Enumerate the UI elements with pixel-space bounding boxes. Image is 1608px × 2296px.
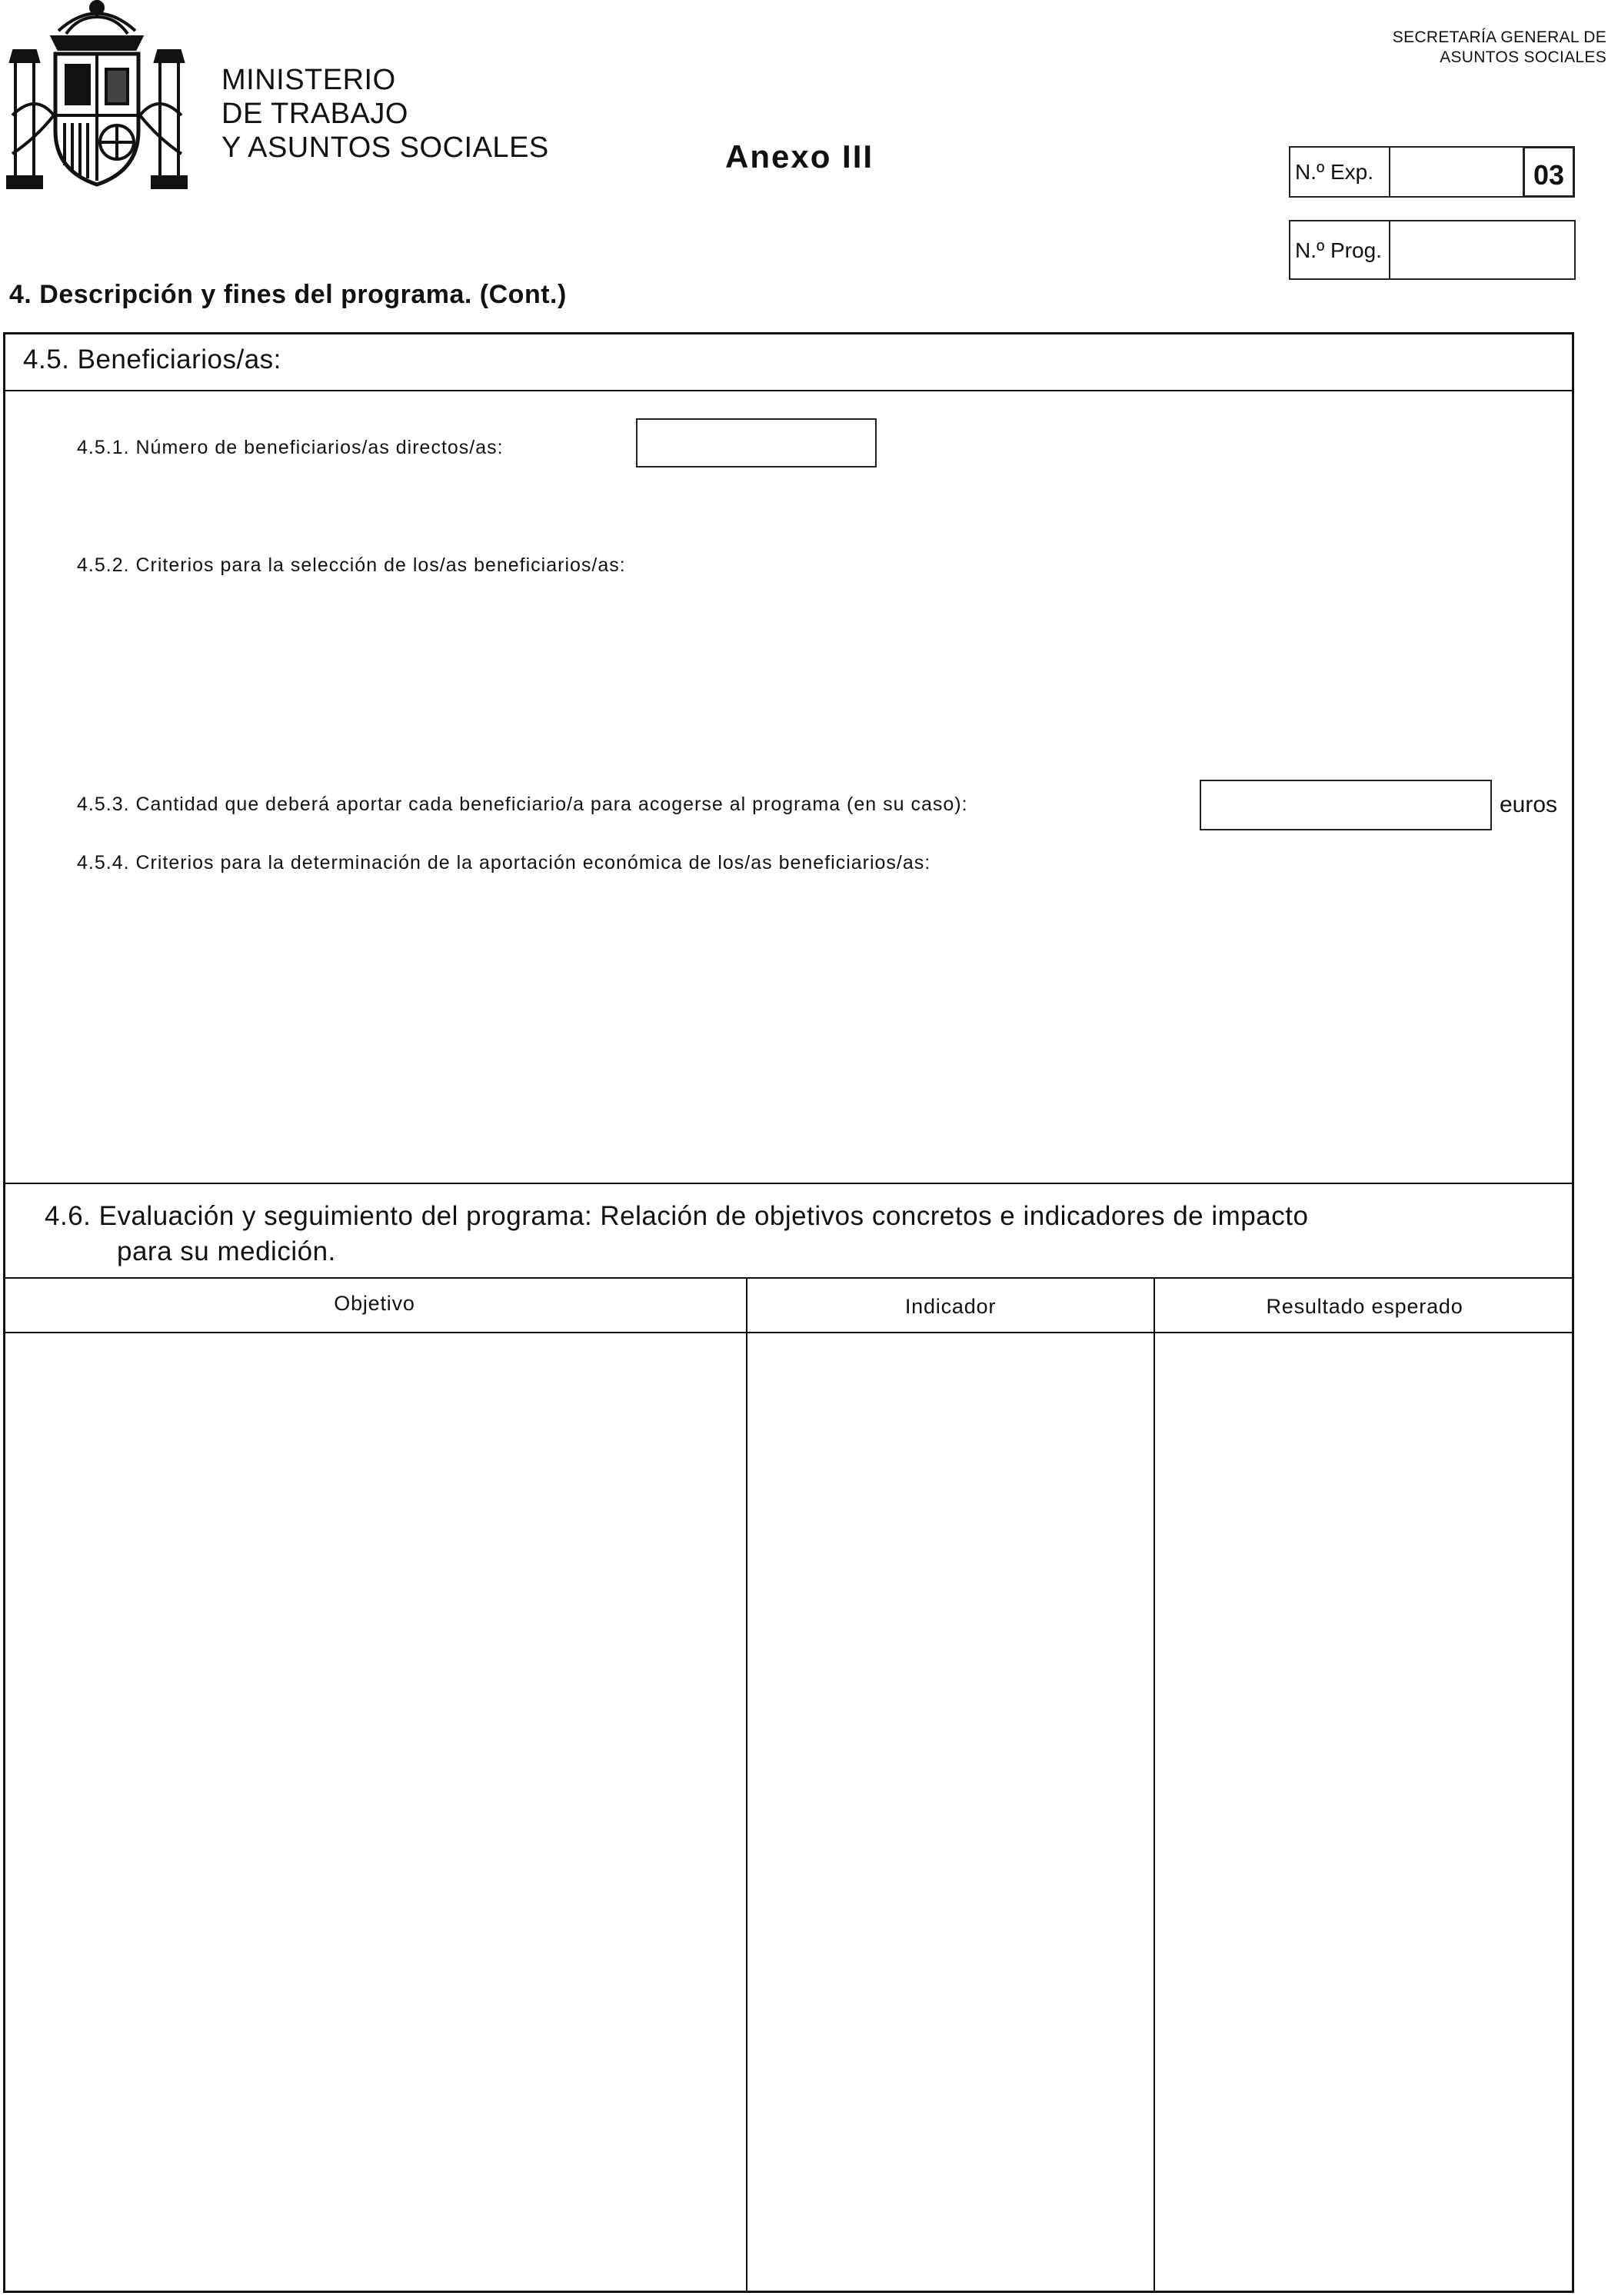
contribution-criteria-label: 4.5.4. Criterios para la determinación de la aportación económica de los/as beneficiarios/as:: [77, 852, 931, 873]
secretaria-label: [1330, 28, 1606, 68]
exp-number-field[interactable]: [1389, 146, 1524, 198]
objetivo-cell[interactable]: [6, 1335, 744, 2290]
direct-beneficiaries-field[interactable]: [636, 418, 877, 468]
contribution-amount-field[interactable]: [1200, 780, 1492, 830]
evaluation-title-line-1: 4.6. Evaluación y seguimiento del programa: Relación de objetivos concretos e indicadores de impacto: [45, 1201, 1309, 1231]
exp-code-cell: [1523, 146, 1575, 198]
exp-label-cell: [1289, 146, 1390, 198]
column-divider: [746, 1277, 747, 2293]
annex-title: Anexo III: [725, 138, 874, 175]
divider: [3, 1183, 1574, 1184]
contribution-label: 4.5.3. Cantidad que deberá aportar cada beneficiario/a para acogerse al programa (en su caso):: [77, 794, 968, 815]
column-header-objetivo: Objetivo: [334, 1292, 415, 1315]
secretaria-line-1: SECRETARÍA GENERAL DE: [1392, 28, 1606, 46]
column-divider: [1154, 1277, 1155, 2293]
secretaria-line-2: ASUNTOS SOCIALES: [1440, 48, 1606, 66]
prog-number-field[interactable]: [1389, 220, 1576, 280]
table-header-border: [3, 1332, 1574, 1333]
prog-label: N.º Prog.: [1295, 238, 1382, 262]
column-header-indicador: Indicador: [904, 1295, 997, 1318]
prog-label-cell: [1289, 220, 1390, 280]
resultado-cell[interactable]: [1157, 1335, 1572, 2290]
section-title: 4. Descripción y fines del programa. (Cont.): [9, 280, 567, 309]
contribution-criteria-area[interactable]: [31, 884, 1538, 1169]
exp-code: 03: [1533, 159, 1565, 191]
ministry-line-2: DE TRABAJO: [221, 98, 408, 130]
ministry-name: [221, 63, 549, 165]
selection-criteria-label: 4.5.2. Criterios para la selección de los/as beneficiarios/as:: [77, 554, 626, 576]
direct-beneficiaries-label: 4.5.1. Número de beneficiarios/as directos/as:: [77, 437, 504, 458]
beneficiaries-title: 4.5. Beneficiarios/as:: [23, 344, 281, 374]
coat-of-arms-logo: [5, 0, 189, 197]
contribution-unit: euros: [1500, 792, 1558, 817]
exp-label: N.º Exp.: [1295, 160, 1374, 184]
divider: [3, 390, 1574, 391]
indicador-cell[interactable]: [749, 1335, 1152, 2290]
ministry-line-1: MINISTERIO: [221, 64, 396, 96]
table-top-border: [3, 1277, 1574, 1279]
ministry-line-3: Y ASUNTOS SOCIALES: [221, 131, 549, 164]
evaluation-title-line-2: para su medición.: [117, 1236, 336, 1266]
column-header-resultado: Resultado esperado: [1266, 1295, 1463, 1318]
selection-criteria-area[interactable]: [31, 592, 1538, 761]
